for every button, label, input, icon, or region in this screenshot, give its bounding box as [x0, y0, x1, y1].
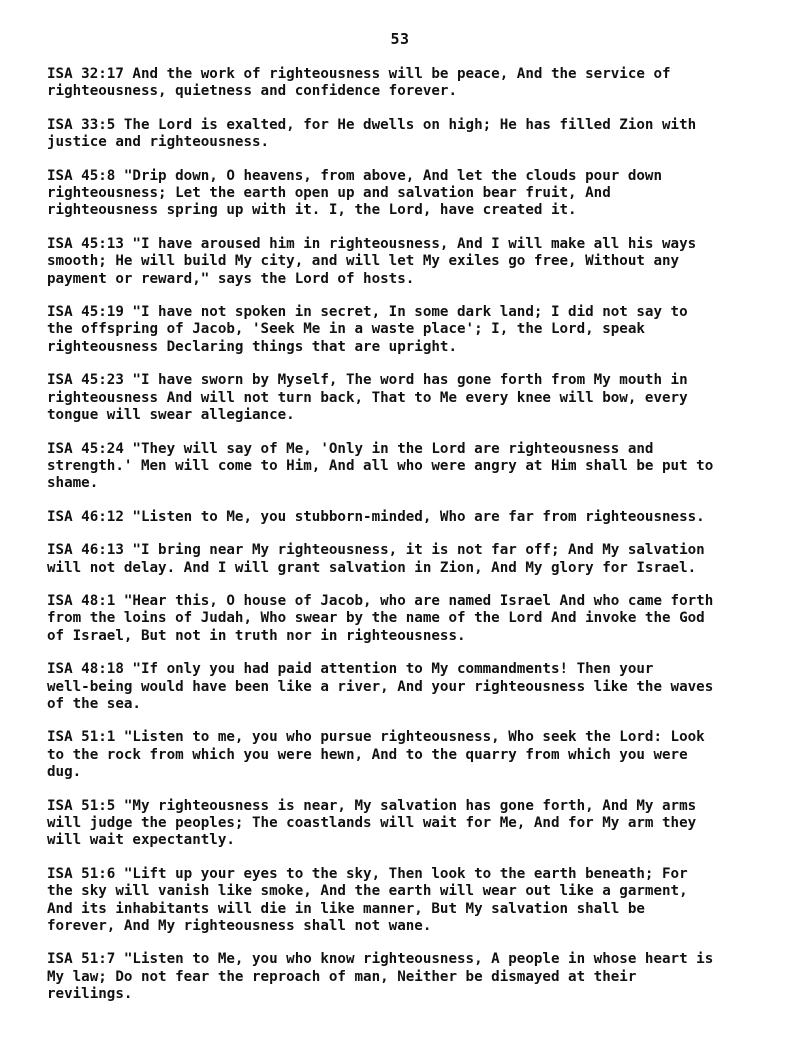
- verse-isa-46-13: ISA 46:13 "I bring near My righteousness, it is not far off; And My salvation will not delay. And I will grant salvation in Zion, And My glory for Israel.: [47, 542, 705, 576]
- verse-isa-45-24: ISA 45:24 "They will say of Me, 'Only in the Lord are righteousness and strength.' Men will come to Him, And all who were angry at Him shall be put to shame.: [47, 440, 714, 492]
- verse-isa-32-17: ISA 32:17 And the work of righteousness will be peace, And the service of righteousness, quietness and confidence forever.: [47, 66, 671, 100]
- verse-isa-51-7: ISA 51:7 "Listen to Me, you who know righteousness, A people in whose heart is My law; Do not fear the reproach of man, Neither be dismayed at their revilings.: [47, 951, 714, 1003]
- page-number: 53: [390, 30, 410, 48]
- verse-isa-45-8: ISA 45:8 "Drip down, O heavens, from above, And let the clouds pour down righteousness; Let the earth open up and salvation bear fruit, And righteousness spring up with it. I, the Lord, have created it.: [47, 167, 662, 219]
- verse-list: [47, 66, 737, 1020]
- verse-isa-48-18: ISA 48:18 "If only you had paid attention to My commandments! Then your well-being would have been like a river, And your righteousness like the waves of the sea.: [47, 661, 714, 712]
- verse-isa-45-19: ISA 45:19 "I have not spoken in secret, In some dark land; I did not say to the offspring of Jacob, 'Seek Me in a waste place'; I, the Lord, speak righteousness Declaring things that are upright.: [47, 304, 688, 355]
- verse-isa-45-23: ISA 45:23 "I have sworn by Myself, The word has gone forth from My mouth in righteousness And will not turn back, That to Me every knee will bow, every tongue will swear allegiance.: [47, 372, 688, 424]
- verse-isa-48-1: ISA 48:1 "Hear this, O house of Jacob, who are named Israel And who came forth from the loins of Judah, Who swear by the name of the Lord And invoke the God of Israel, But not in truth nor in righteousness.: [47, 592, 714, 644]
- verse-isa-46-12: ISA 46:12 "Listen to Me, you stubborn-minded, Who are far from righteousness.: [47, 508, 705, 525]
- verse-isa-33-5: ISA 33:5 The Lord is exalted, for He dwells on high; He has filled Zion with justice and righteousness.: [47, 116, 697, 151]
- verse-isa-51-5: ISA 51:5 "My righteousness is near, My salvation has gone forth, And My arms will judge the peoples; The coastlands will wait for Me, And for My arm they will wait expectantly.: [47, 797, 697, 849]
- verse-isa-51-1: ISA 51:1 "Listen to me, you who pursue righteousness, Who seek the Lord: Look to the rock from which you were hewn, And to the quarry from which you were dug.: [47, 729, 705, 781]
- verse-isa-45-13: ISA 45:13 "I have aroused him in righteousness, And I will make all his ways smooth; He will build My city, and will let My exiles go free, Without any payment or reward," says the Lord of hosts.: [47, 235, 697, 287]
- verse-isa-51-6: ISA 51:6 "Lift up your eyes to the sky, Then look to the earth beneath; For the sky will vanish like smoke, And the earth will wear out like a garment, And its inhabitants will die in like manner, But My salvation shall be forever, And My righteousness shall not wane.: [47, 865, 688, 935]
